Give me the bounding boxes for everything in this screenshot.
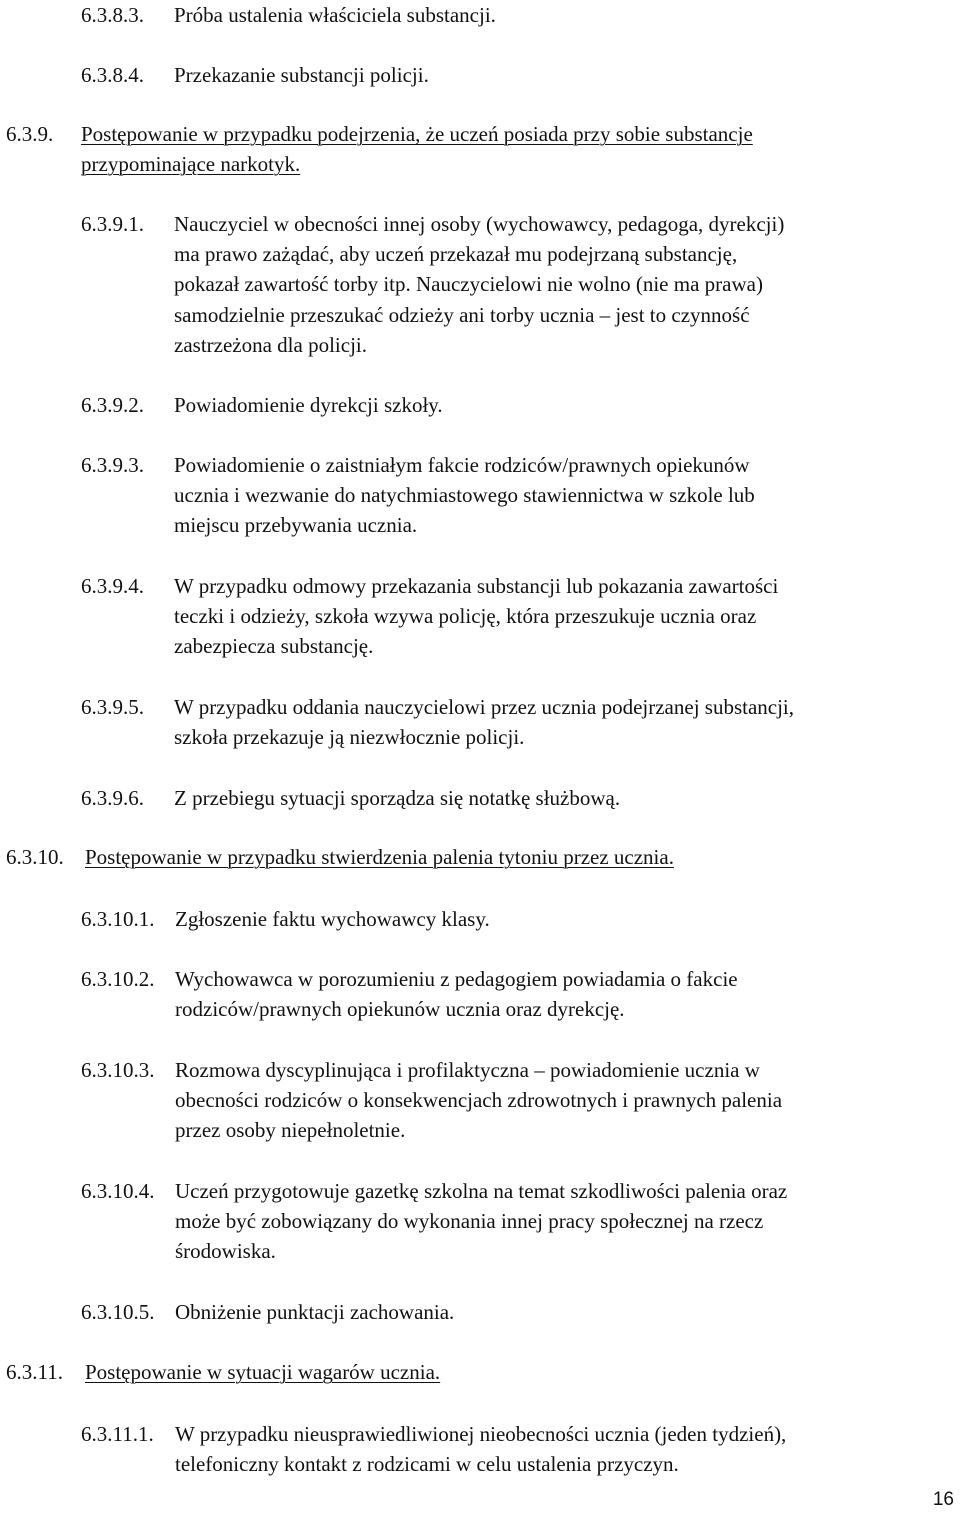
section-number: 6.3.9.3. [81,453,144,477]
section-number: 6.3.10.5. [81,1300,155,1324]
section-number: 6.3.9.1. [81,212,144,236]
section-text: Rozmowa dyscyplinująca i profilaktyczna – powiadomienie ucznia w [175,1058,760,1082]
section-text: Zgłoszenie faktu wychowawcy klasy. [175,907,490,931]
section-text: przez osoby niepełnoletnie. [175,1118,406,1142]
section-heading: przypominające narkotyk. [81,152,301,176]
section-text: pokazał zawartość torby itp. Nauczycielowi nie wolno (nie ma prawa) [174,272,763,296]
section-text: W przypadku oddania nauczycielowi przez ucznia podejrzanej substancji, [174,695,795,719]
section-text: rodziców/prawnych opiekunów ucznia oraz dyrekcję. [175,997,625,1021]
section-number: 6.3.9. [6,122,54,146]
section-text: samodzielnie przeszukać odzieży ani torby ucznia – jest to czynność [174,303,750,327]
section-heading: Postępowanie w przypadku podejrzenia, że uczeń posiada przy sobie substancje [81,122,753,146]
section-text: środowiska. [175,1239,276,1263]
section-number: 6.3.11. [6,1360,63,1384]
section-text: Nauczyciel w obecności innej osoby (wychowawcy, pedagoga, dyrekcji) [174,212,785,236]
section-number: 6.3.8.4. [81,63,144,87]
section-text: obecności rodziców o konsekwencjach zdrowotnych i prawnych palenia [175,1088,783,1112]
section-text: Z przebiegu sytuacji sporządza się notatkę służbową. [174,786,621,810]
section-text: telefoniczny kontakt z rodzicami w celu ustalenia przyczyn. [175,1452,679,1476]
section-text: Uczeń przygotowuje gazetkę szkolna na temat szkodliwości palenia oraz [175,1179,788,1203]
section-number: 6.3.10.4. [81,1179,155,1203]
section-text: W przypadku nieusprawiedliwionej nieobecności ucznia (jeden tydzień), [175,1422,787,1446]
section-heading: Postępowanie w sytuacji wagarów ucznia. [85,1360,441,1384]
section-text: szkoła przekazuje ją niezwłocznie policji. [174,725,525,749]
section-number: 6.3.9.2. [81,393,144,417]
page-number: 16 [932,1489,954,1510]
section-number: 6.3.10.2. [81,967,155,991]
section-text: ma prawo zażądać, aby uczeń przekazał mu podejrzaną substancję, [174,242,738,266]
section-text: Powiadomienie dyrekcji szkoły. [174,393,443,417]
section-text: teczki i odzieży, szkoła wzywa policję, która przeszukuje ucznia oraz [174,604,757,628]
section-text: zabezpiecza substancję. [174,634,374,658]
section-text: Obniżenie punktacji zachowania. [175,1300,455,1324]
section-text: może być zobowiązany do wykonania innej pracy społecznej na rzecz [175,1209,764,1233]
section-text: W przypadku odmowy przekazania substancji lub pokazania zawartości [174,574,779,598]
section-number: 6.3.8.3. [81,3,144,27]
section-text: Przekazanie substancji policji. [174,63,429,87]
section-heading: Postępowanie w przypadku stwierdzenia palenia tytoniu przez ucznia. [85,845,674,869]
section-text: miejscu przebywania ucznia. [174,513,418,537]
section-number: 6.3.9.5. [81,695,144,719]
section-text: ucznia i wezwanie do natychmiastowego stawiennictwa w szkole lub [174,483,755,507]
section-text: Powiadomienie o zaistniałym fakcie rodziców/prawnych opiekunów [174,453,750,477]
section-text: zastrzeżona dla policji. [174,333,367,357]
section-number: 6.3.10.3. [81,1058,155,1082]
section-text: Wychowawca w porozumieniu z pedagogiem powiadamia o fakcie [175,967,738,991]
section-number: 6.3.9.6. [81,786,144,810]
section-number: 6.3.11.1. [81,1422,154,1446]
section-number: 6.3.10.1. [81,907,155,931]
section-number: 6.3.9.4. [81,574,144,598]
section-text: Próba ustalenia właściciela substancji. [174,3,496,27]
section-number: 6.3.10. [6,845,64,869]
